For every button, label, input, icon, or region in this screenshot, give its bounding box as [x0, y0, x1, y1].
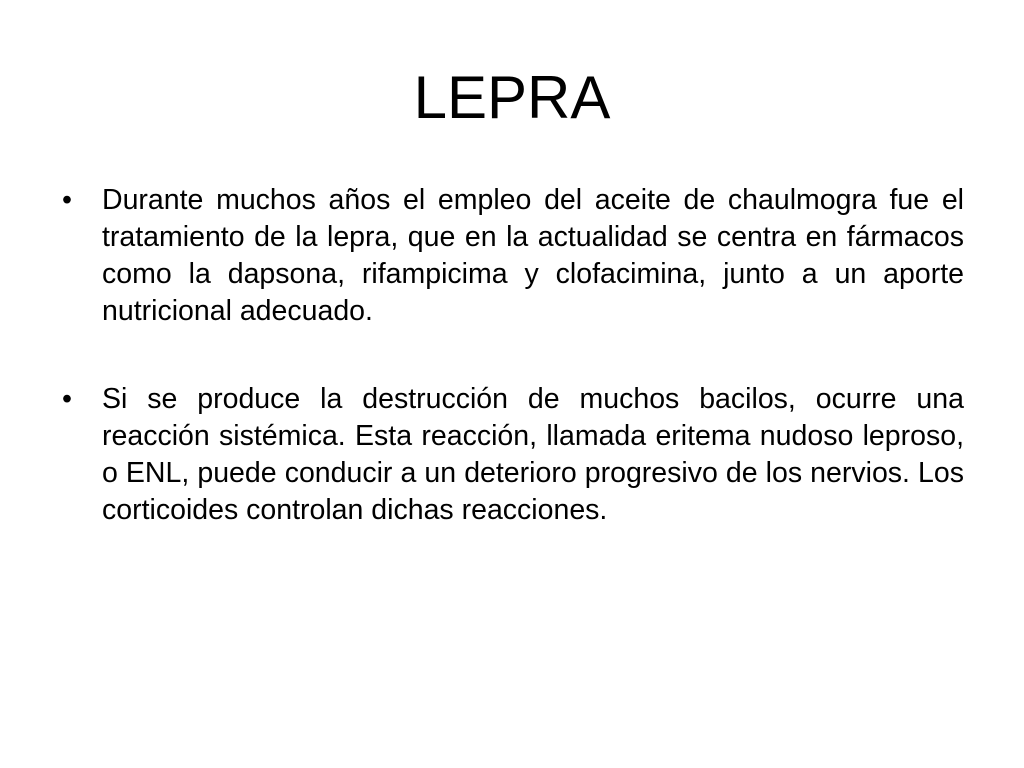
bullet-icon: •	[62, 383, 72, 415]
bullet-item	[62, 381, 964, 529]
bullet-list	[62, 182, 964, 529]
bullet-icon: •	[62, 184, 72, 216]
slide-title: LEPRA	[413, 64, 611, 131]
bullet-item	[62, 182, 964, 330]
bullet-text: Si se produce la destrucción de muchos bacilos, ocurre una reacción sistémica. Esta reacción, llamada eritema nudoso leproso, o ENL, puede conducir a un deterioro progresivo de los nervios. Los corticoides controlan dichas reacciones.	[102, 383, 964, 526]
bullet-text: Durante muchos años el empleo del aceite de chaulmogra fue el tratamiento de la lepra, que en la actualidad se centra en fármacos como la dapsona, rifampicima y clofacimina, junto a un aporte nutricional adecuado.	[102, 184, 964, 327]
